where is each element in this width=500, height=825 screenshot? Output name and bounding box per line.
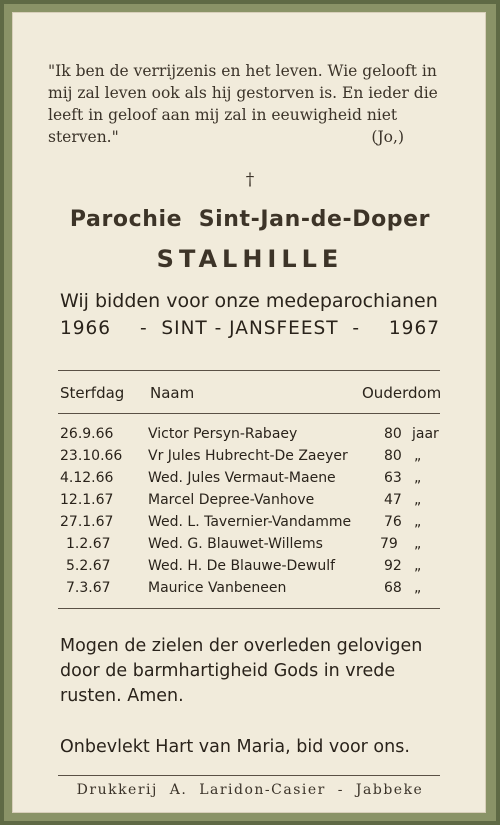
header-age: Ouderdom xyxy=(362,384,442,402)
closing-line: rusten. Amen. xyxy=(60,686,184,706)
parish-town: STALHILLE xyxy=(156,245,344,273)
header-name: Naam xyxy=(150,384,195,402)
death-date: 12.1.67 xyxy=(60,492,114,508)
age-unit: „ xyxy=(414,514,422,530)
parish-name: Parochie Sint-Jan-de-Doper xyxy=(69,207,431,232)
age-unit: „ xyxy=(414,448,422,464)
age-unit: jaar xyxy=(412,426,439,442)
deceased-name: Marcel Depree-Vanhove xyxy=(148,492,315,508)
quote-last-line xyxy=(48,126,444,148)
invocation: Onbevlekt Hart van Maria, bid voor ons. xyxy=(60,737,410,757)
death-date: 26.9.66 xyxy=(60,426,114,442)
table-row xyxy=(0,470,500,492)
death-date: 7.3.67 xyxy=(66,580,111,596)
table-row xyxy=(0,536,500,558)
table-row xyxy=(0,448,500,470)
quote-line: "Ik ben de verrijzenis en het leven. Wie gelooft in xyxy=(48,62,437,80)
deceased-name: Vr Jules Hubrecht-De Zaeyer xyxy=(148,448,348,464)
cross-icon: † xyxy=(245,170,255,190)
age: 47 xyxy=(384,492,402,508)
age: 68 xyxy=(384,580,402,596)
deceased-name: Victor Persyn-Rabaey xyxy=(148,426,298,442)
age-unit: „ xyxy=(414,558,422,574)
deceased-name: Wed. H. De Blauwe-Dewulf xyxy=(148,558,336,574)
table-row xyxy=(0,492,500,514)
divider xyxy=(58,413,440,414)
feast-name: - SINT - JANSFEEST - xyxy=(139,318,361,339)
table-row xyxy=(0,514,500,536)
divider xyxy=(58,775,440,776)
divider xyxy=(58,608,440,609)
closing-prayer xyxy=(60,634,450,709)
deceased-name: Wed. Jules Vermaut-Maene xyxy=(148,470,336,486)
age-unit: „ xyxy=(414,580,422,596)
age: 79 xyxy=(380,536,398,552)
death-date: 5.2.67 xyxy=(66,558,111,574)
age: 63 xyxy=(384,470,402,486)
prayer-intro: Wij bidden voor onze medeparochianen xyxy=(60,290,438,312)
printer-credit: Drukkerij A. Laridon-Casier - Jabbeke xyxy=(76,782,424,798)
closing-line: door de barmhartigheid Gods in vrede xyxy=(60,661,396,681)
age: 80 xyxy=(384,426,402,442)
death-date: 27.1.67 xyxy=(60,514,114,530)
prayer-years xyxy=(60,318,440,339)
divider xyxy=(58,370,440,371)
age-unit: „ xyxy=(414,536,422,552)
death-date: 4.12.66 xyxy=(60,470,114,486)
header-date: Sterfdag xyxy=(60,384,125,402)
table-row xyxy=(0,426,500,448)
death-date: 23.10.66 xyxy=(60,448,123,464)
bible-quote xyxy=(48,60,444,148)
death-date: 1.2.67 xyxy=(66,536,111,552)
quote-line: sterven." xyxy=(48,128,119,146)
year-end: 1967 xyxy=(388,318,440,339)
deceased-name: Wed. L. Tavernier-Vandamme xyxy=(148,514,352,530)
age: 92 xyxy=(384,558,402,574)
closing-line: Mogen de zielen der overleden gelovigen xyxy=(60,636,423,656)
year-start: 1966 xyxy=(60,318,112,339)
age-unit: „ xyxy=(414,470,422,486)
age: 80 xyxy=(384,448,402,464)
table-row xyxy=(0,558,500,580)
quote-reference: (Jo,) xyxy=(371,128,404,146)
age: 76 xyxy=(384,514,402,530)
deceased-name: Wed. G. Blauwet-Willems xyxy=(148,536,323,552)
quote-line: leeft in geloof aan mij zal in eeuwigheid niet xyxy=(48,106,398,124)
age-unit: „ xyxy=(414,492,422,508)
deceased-name: Maurice Vanbeneen xyxy=(148,580,287,596)
table-row xyxy=(0,580,500,602)
quote-line: mij zal leven ook als hij gestorven is. En ieder die xyxy=(48,84,438,102)
